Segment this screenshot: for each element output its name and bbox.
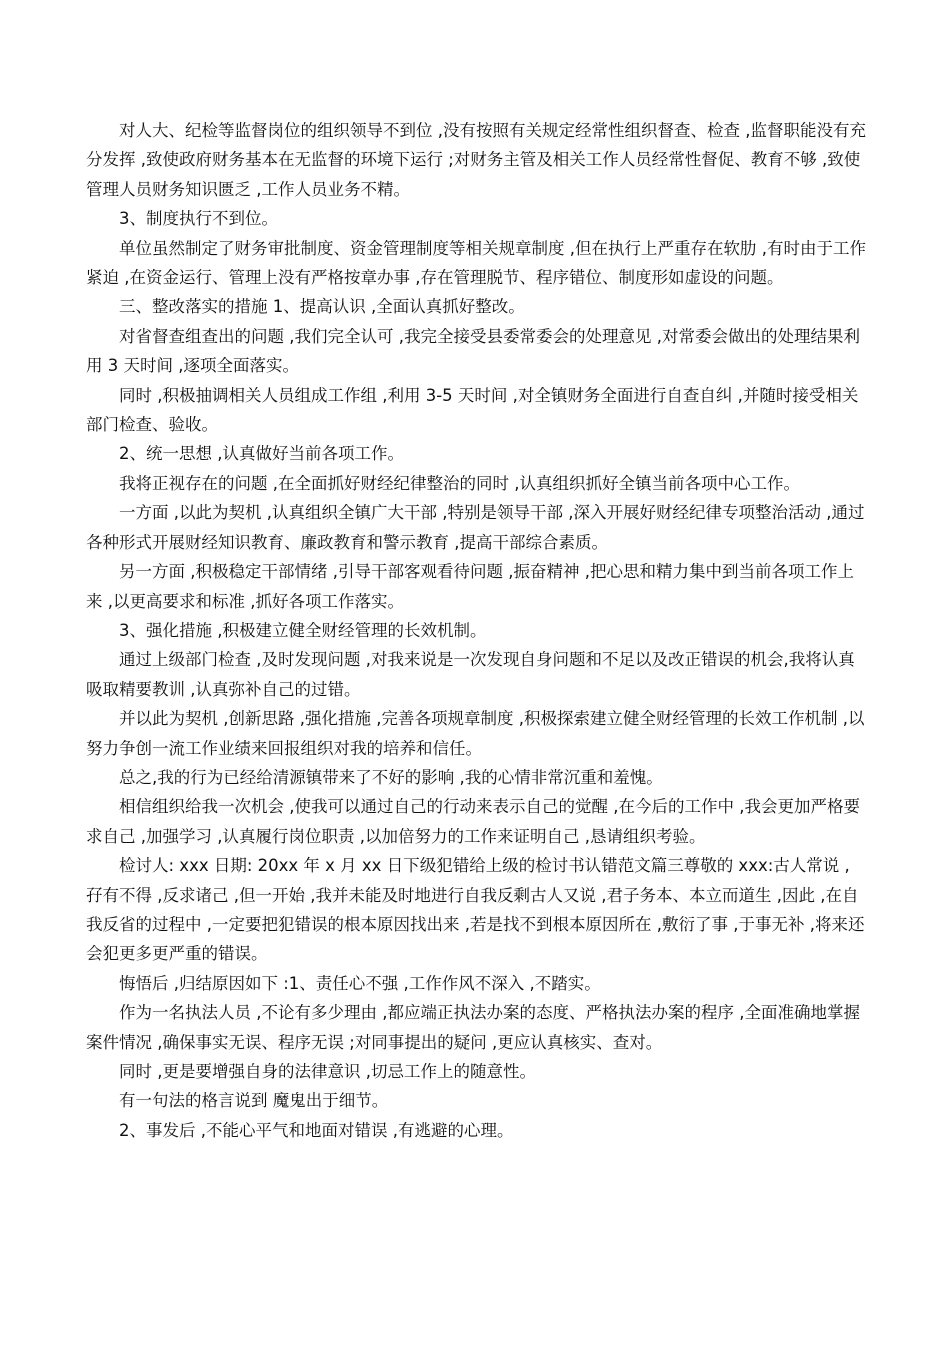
paragraph: 一方面 ,以此为契机 ,认真组织全镇广大干部 ,特别是领导干部 ,深入开展好财经纪律专项整治活动 ,通过各种形式开展财经知识教育、廉政教育和警示教育 ,提高干部综合素质。 bbox=[86, 503, 865, 552]
paragraph: 悔悟后 ,归结原因如下 :1、责任心不强 ,工作作风不深入 ,不踏实。 bbox=[119, 973, 601, 993]
paragraph: 有一句法的格言说到 魔鬼出于细节。 bbox=[119, 1091, 389, 1111]
paragraph: 同时 ,积极抽调相关人员组成工作组 ,利用 3-5 天时间 ,对全镇财务全面进行自查自纠 ,并随时接受相关部门检查、验收。 bbox=[86, 385, 859, 435]
paragraph: 2、统一思想 ,认真做好当前各项工作。 bbox=[119, 444, 404, 464]
section-heading: 三、整改落实的措施 1、提高认识 ,全面认真抓好整改。 bbox=[119, 297, 525, 317]
paragraph: 作为一名执法人员 ,不论有多少理由 ,都应端正执法办案的态度、严格执法办案的程序 ,全面准确地掌握案件情况 ,确保事实无误、程序无误 ;对同事提出的疑问 ,更应认真核实、查对。 bbox=[86, 1003, 860, 1052]
paragraph: 单位虽然制定了财务审批制度、资金管理制度等相关规章制度 ,但在执行上严重存在软肋 ,有时由于工作紧迫 ,在资金运行、管理上没有严格按章办事 ,存在管理脱节、程序错位、制度形如虚设的问题。 bbox=[86, 238, 866, 288]
paragraph: 3、制度执行不到位。 bbox=[119, 209, 278, 229]
paragraph: 3、强化措施 ,积极建立健全财经管理的长效机制。 bbox=[119, 620, 487, 640]
paragraph: 同时 ,更是要增强自身的法律意识 ,切忌工作上的随意性。 bbox=[119, 1062, 536, 1081]
document-body bbox=[86, 116, 866, 1145]
paragraph: 对省督查组查出的问题 ,我们完全认可 ,我完全接受县委常委会的处理意见 ,对常委会做出的处理结果利用 3 天时间 ,逐项全面落实。 bbox=[86, 326, 860, 376]
paragraph: 2、事发后 ,不能心平气和地面对错误 ,有逃避的心理。 bbox=[119, 1120, 514, 1140]
paragraph: 并以此为契机 ,创新思路 ,强化措施 ,完善各项规章制度 ,积极探索建立健全财经管理的长效工作机制 ,以努力争创一流工作业绩来回报组织对我的培养和信任。 bbox=[86, 709, 865, 758]
paragraph: 相信组织给我一次机会 ,使我可以通过自己的行动来表示自己的觉醒 ,在今后的工作中 ,我会更加严格要求自己 ,加强学习 ,认真履行岗位职责 ,以加倍努力的工作来证明自己 ,恳请组织考验。 bbox=[86, 797, 860, 846]
paragraph: 另一方面 ,积极稳定干部情绪 ,引导干部客观看待问题 ,振奋精神 ,把心思和精力集中到当前各项工作上来 ,以更高要求和标准 ,抓好各项工作落实。 bbox=[86, 562, 854, 611]
paragraph: 我将正视存在的问题 ,在全面抓好财经纪律整治的同时 ,认真组织抓好全镇当前各项中心工作。 bbox=[119, 473, 800, 493]
paragraph: 通过上级部门检查 ,及时发现问题 ,对我来说是一次发现自身问题和不足以及改正错误的机会,我将认真吸取精要教训 ,认真弥补自己的过错。 bbox=[86, 650, 855, 699]
paragraph: 总之,我的行为已经给清源镇带来了不好的影响 ,我的心情非常沉重和羞愧。 bbox=[119, 767, 663, 787]
paragraph: 对人大、纪检等监督岗位的组织领导不到位 ,没有按照有关规定经常性组织督查、检查 ,监督职能没有充分发挥 ,致使政府财务基本在无监督的环境下运行 ;对财务主管及相关工作人员经常性督促、教育不够 ,致使管理人员财务知识匮乏 ,工作人员业务不精。 bbox=[86, 121, 866, 199]
paragraph: 检讨人: xxx 日期: 20xx 年 x 月 xx 日下级犯错给上级的检讨书认错范文篇三尊敬的 xxx:古人常说 ,孖有不得 ,反求诸己 ,但一开始 ,我并未能及时地进行自我反剩古人又说 ,君子务本、本立而道生 ,因此 ,在自我反省的过程中 ,一定要把犯错误的根本原因找出来 ,若是找不到根本原因所在 ,敷衍了事 ,于事无补 ,将来还会犯更多更严重的错误。 bbox=[86, 856, 865, 964]
